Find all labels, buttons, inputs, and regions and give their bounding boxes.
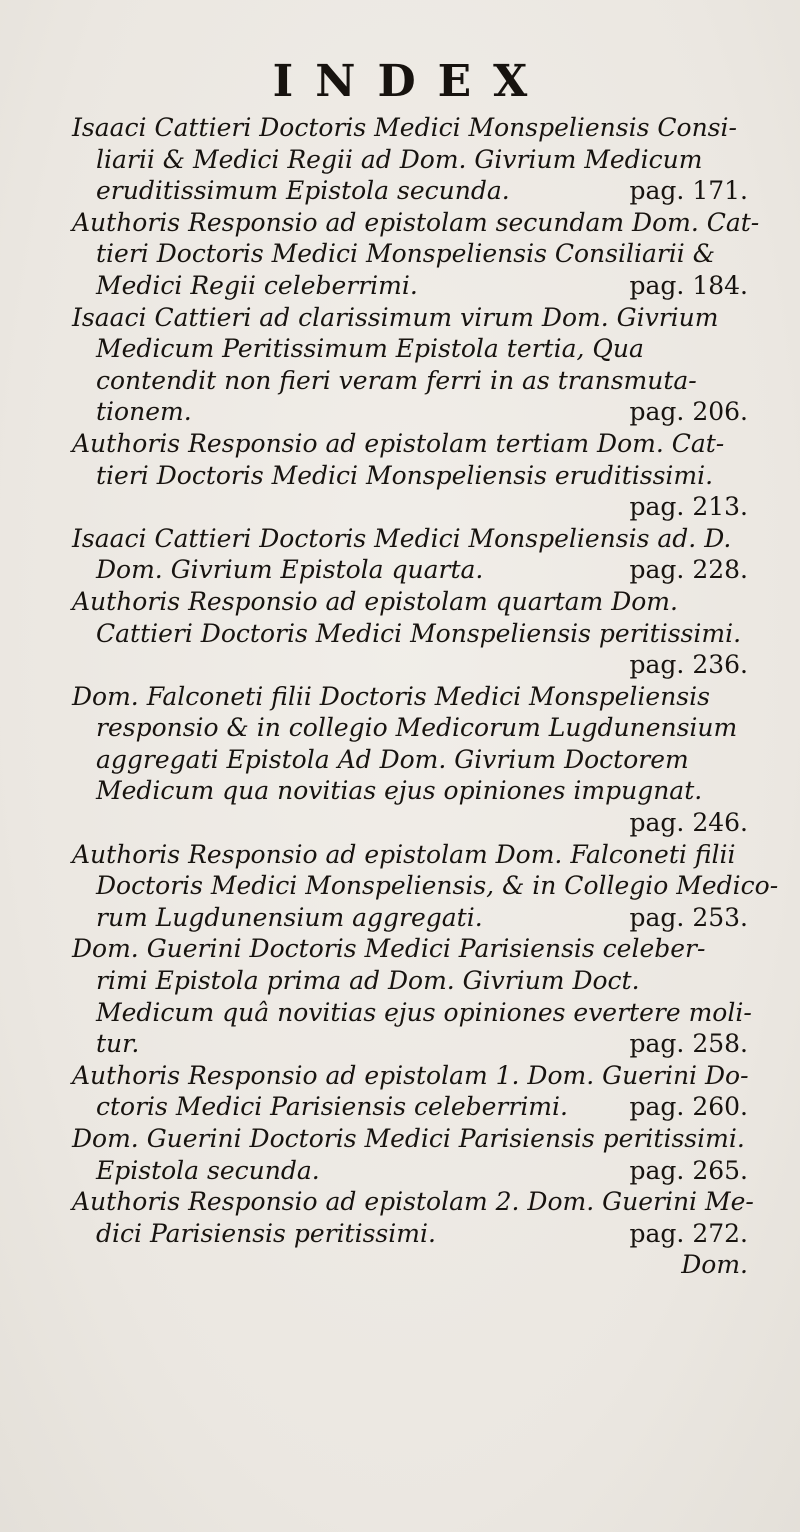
page-reference: pag. 265. <box>629 1155 748 1185</box>
entry-line: Cattieri Doctoris Medici Monspeliensis peritissimi. <box>96 618 742 648</box>
page-reference: pag. 260. <box>629 1092 748 1122</box>
entry-line: Authoris Responsio ad epistolam tertiam Dom. Cat- <box>72 428 725 458</box>
page-reference: pag. 236. <box>629 650 748 680</box>
index-entry <box>72 1123 762 1186</box>
entry-line: Medicum Peritissimum Epistola tertia, Qua <box>96 334 644 364</box>
entry-line: liarii & Medici Regii ad Dom. Givrium Medicum <box>96 144 703 174</box>
index-entry <box>72 207 762 302</box>
page-reference: pag. 246. <box>629 808 748 838</box>
entry-line: ctoris Medici Parisiensis celeberrimi. <box>96 1092 568 1122</box>
entry-line: Medicum quâ novitias ejus opiniones evertere moli- <box>96 997 752 1027</box>
entry-line: Authoris Responsio ad epistolam 2. Dom. Guerini Me- <box>72 1187 754 1217</box>
entry-line: dici Parisiensis peritissimi. <box>96 1218 436 1248</box>
entry-line: aggregati Epistola Ad Dom. Givrium Doctorem <box>96 744 689 774</box>
entry-line: Authoris Responsio ad epistolam quartam Dom. <box>72 586 678 616</box>
entry-line: Medicum qua novitias ejus opiniones impugnat. <box>96 776 703 806</box>
entry-line: rum Lugdunensium aggregati. <box>96 902 483 932</box>
entry-line: contendit non fieri veram ferri in as transmuta- <box>96 365 697 395</box>
index-entries <box>72 112 779 1281</box>
index-entry <box>72 523 762 586</box>
page-reference: pag. 171. <box>629 176 748 206</box>
entry-line: Doctoris Medici Monspeliensis, & in Collegio Medico- <box>96 871 779 901</box>
index-entry <box>72 112 762 207</box>
page-reference: pag. 258. <box>629 1029 748 1059</box>
page-reference: pag. 213. <box>629 492 748 522</box>
index-entry <box>72 586 762 681</box>
page-reference: pag. 206. <box>629 397 748 427</box>
page-reference: pag. 253. <box>629 902 748 932</box>
entry-line: Authoris Responsio ad epistolam Dom. Falconeti filii <box>72 839 736 869</box>
entry-line: tur. <box>96 1029 140 1059</box>
entry-line: Dom. Falconeti filii Doctoris Medici Monspeliensis <box>72 681 710 711</box>
entry-line: Medici Regii celeberrimi. <box>96 270 418 300</box>
entry-line: rimi Epistola prima ad Dom. Givrium Doct. <box>96 966 640 996</box>
index-entry <box>72 1060 762 1123</box>
page-reference: pag. 184. <box>629 270 748 300</box>
index-entry <box>72 1186 762 1249</box>
page-title: INDEX <box>272 56 550 107</box>
entry-line: Dom. Guerini Doctoris Medici Parisiensis peritissimi. <box>72 1124 745 1153</box>
index-entry <box>72 302 762 428</box>
page-reference: pag. 272. <box>629 1218 748 1248</box>
catchword: Dom. <box>681 1250 748 1280</box>
entry-line: Authoris Responsio ad epistolam 1. Dom. Guerini Do- <box>72 1060 749 1090</box>
entry-line: tieri Doctoris Medici Monspeliensis eruditissimi. <box>96 460 714 490</box>
entry-line: responsio & in collegio Medicorum Lugdunensium <box>96 713 738 743</box>
entry-line: Authoris Responsio ad epistolam secundam Dom. Cat- <box>72 207 760 237</box>
index-entry <box>72 428 762 523</box>
index-entry <box>72 681 762 839</box>
entry-line: Dom. Givrium Epistola quarta. <box>96 555 484 585</box>
entry-line: eruditissimum Epistola secunda. <box>96 176 510 206</box>
entry-line: Dom. Guerini Doctoris Medici Parisiensis celeber- <box>72 934 706 964</box>
entry-line: Isaaci Cattieri Doctoris Medici Monspeliensis Consi- <box>72 113 737 142</box>
entry-line: Isaaci Cattieri Doctoris Medici Monspeliensis ad. D. <box>72 523 732 553</box>
entry-line: tionem. <box>96 397 192 427</box>
index-entry <box>72 933 762 1059</box>
entry-line: Isaaci Cattieri ad clarissimum virum Dom. Givrium <box>72 302 719 332</box>
index-entry <box>72 839 779 934</box>
page-reference: pag. 228. <box>629 555 748 585</box>
entry-line: tieri Doctoris Medici Monspeliensis Consiliarii & <box>96 239 715 269</box>
entry-line: Epistola secunda. <box>96 1155 320 1185</box>
